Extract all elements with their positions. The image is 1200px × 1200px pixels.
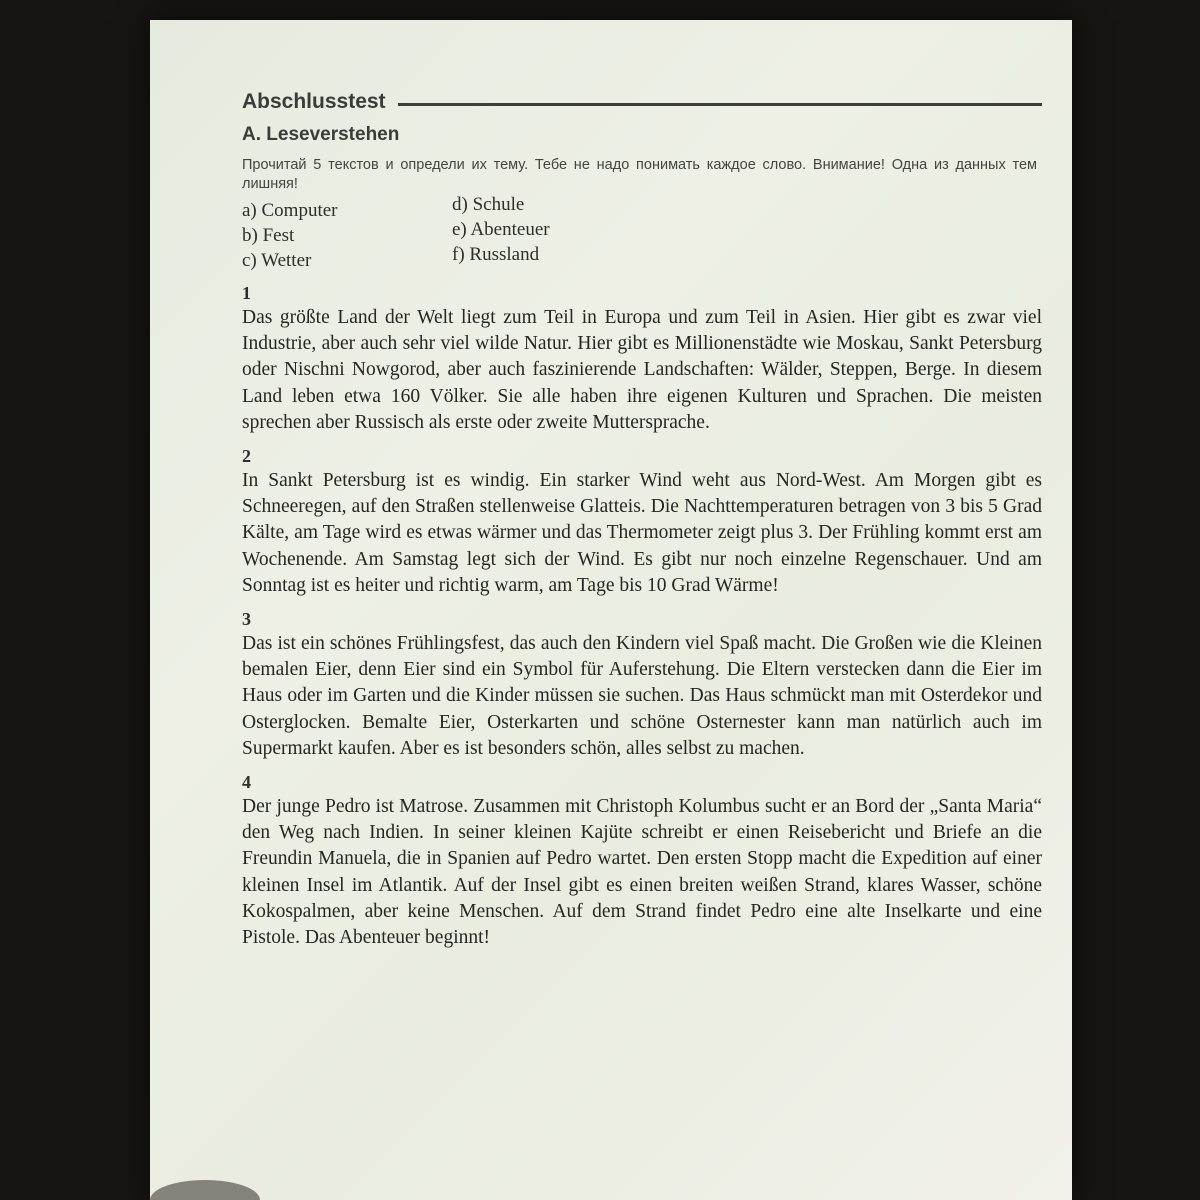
reading-text-2 bbox=[242, 444, 1042, 599]
reading-text-3 bbox=[242, 607, 1042, 762]
topic-options-right bbox=[452, 192, 712, 273]
reading-text-4 bbox=[242, 770, 1042, 951]
textbook-page bbox=[150, 20, 1072, 1200]
topic-option: e) Abenteuer bbox=[452, 219, 550, 240]
topic-option: c) Wetter bbox=[242, 250, 312, 271]
topic-option: f) Russland bbox=[452, 244, 540, 265]
page-content bbox=[242, 88, 1042, 951]
text-number: 2 bbox=[242, 446, 251, 467]
finger-shadow bbox=[150, 1180, 260, 1200]
task-instruction: Прочитай 5 текстов и определи их тему. Тебе не надо понимать каждое слово. Внимание! Одна из данных тем лишняя! bbox=[242, 157, 1037, 192]
section-title: A. Leseverstehen bbox=[242, 124, 400, 145]
topic-option: a) Computer bbox=[242, 200, 338, 221]
text-body: Das größte Land der Welt liegt zum Teil in Europa und zum Teil in Asien. Hier gibt es zwar viel Industrie, aber auch sehr viel wilde Natur. Hier gibt es Millionenstädte wie Moskau, Sankt Petersburg oder Nischni Nowgorod, aber auch faszinierende Landschaften: Wälder, Steppen, Berge. In diesem Land leben etwa 160 Völker. Sie alle haben ihre eigenen Kulturen und Sprachen. Die meisten sprechen aber Russisch als erste oder zweite Muttersprache. bbox=[242, 307, 1042, 433]
reading-text-1 bbox=[242, 281, 1042, 436]
topic-option: b) Fest bbox=[242, 225, 295, 246]
text-body: Das ist ein schönes Frühlingsfest, das auch den Kindern viel Spaß macht. Die Großen wie die Kleinen bemalen Eier, denn Eier sind ein Symbol für Auferstehung. Die Eltern verstecken dann die Eier im Haus oder im Garten und die Kinder müssen sie suchen. Das Haus schmückt man mit Osterdekor und Osterglocken. Bemalte Eier, Osterkarten und schöne Osternester kann man natürlich auch im Supermarkt kaufen. Aber es ist besonders schön, alles selbst zu machen. bbox=[242, 633, 1042, 759]
text-body: In Sankt Petersburg ist es windig. Ein starker Wind weht aus Nord-West. Am Morgen gibt es Schneeregen, auf den Straßen stellenweise Glatteis. Die Nachttemperaturen betragen von 3 bis 5 Grad Kälte, am Tage wird es etwas wärmer und das Thermometer zeigt plus 3. Der Frühling kommt erst am Wochenende. Am Samstag legt sich der Wind. Es gibt nur noch einzelne Regenschauer. Und am Sonntag ist es heiter und richtig warm, am Tage bis 10 Grad Wärme! bbox=[242, 470, 1042, 596]
heading-row bbox=[242, 88, 1042, 116]
topic-options-left bbox=[242, 198, 452, 273]
text-body: Der junge Pedro ist Matrose. Zusammen mit Christoph Kolumbus sucht er an Bord der „Santa Maria“ den Weg nach Indien. In seiner kleinen Kajüte schreibt er einen Reisebericht und Briefe an die Freundin Manuela, die in Spanien auf Pedro wartet. Den ersten Stopp macht die Expedition auf einer kleinen Insel im Atlantik. Auf der Insel gibt es einen breiten weißen Strand, klares Wasser, schöne Kokospalmen, aber keine Menschen. Auf dem Strand findet Pedro eine alte Inselkarte und eine Pistole. Das Abenteuer beginnt! bbox=[242, 796, 1042, 949]
page-heading: Abschlusstest bbox=[242, 90, 386, 113]
heading-rule bbox=[398, 103, 1042, 106]
topic-options bbox=[242, 194, 1042, 273]
text-number: 3 bbox=[242, 609, 251, 630]
text-number: 4 bbox=[242, 772, 251, 793]
text-number: 1 bbox=[242, 283, 251, 303]
topic-option: d) Schule bbox=[452, 194, 525, 215]
